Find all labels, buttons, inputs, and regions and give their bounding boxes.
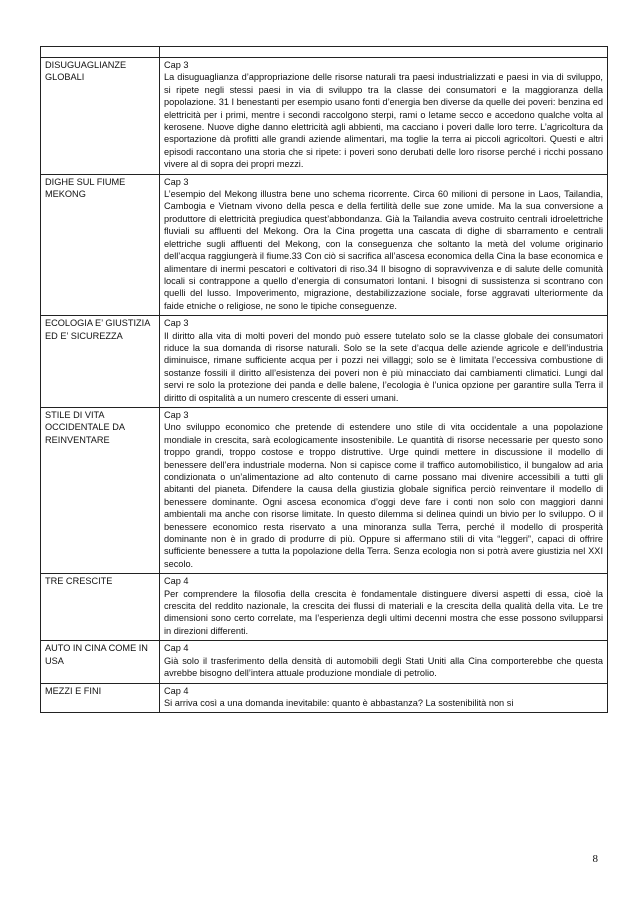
row-topic: DIGHE SUL FIUME MEKONG [41, 174, 160, 315]
row-chapter: Cap 3 [164, 176, 189, 187]
row-chapter: Cap 4 [164, 643, 189, 654]
table-row [41, 316, 608, 408]
row-chapter: Cap 3 [164, 409, 189, 420]
row-text: Si arriva così a una domanda inevitabile: quanto è abbastanza? La sostenibilità non si [164, 697, 514, 708]
row-topic: AUTO IN CINA COME IN USA [41, 641, 160, 683]
row-body [160, 407, 608, 573]
row-text: L’esempio del Mekong illustra bene uno schema ricorrente. Circa 60 milioni di persone in Laos, Tailandia, Cambogia e Vietnam vivono della pesca e della fertilità delle sue zone umide. Ma la sua conversione a produttore di elettricità pregiudica quest’abbondanza. Già la Tailandia aveva costruito centrali idroelettriche fluviali su affluenti del Mekong. Ora la Cina progetta una cascata di dighe di sbarramento e centrali elettriche sugli affluenti del Mekong, con la conseguenza che soltanto la metà del volume originario dell’acqua raggiungerà il fiume.33 Con ciò si sacrifica all’ascesa economica della Cina la base economica e alimentare di inermi pescatori e coltivatori di riso.34 Il bisogno di sopravvivenza e di salute delle comunità locali si contrappone a quello d’energia di consumatori lontani. I bisogni di sussistenza si scontrano con quelli del lusso. Impoverimento, migrazione, destabilizzazione sociale, forse aggravati ulteriormente da faide etniche o religiose, ne sono le tipiche conseguenze. [164, 189, 603, 311]
table-row [41, 641, 608, 683]
table-row [41, 683, 608, 713]
row-topic: TRE CRESCITE [41, 574, 160, 641]
table-row [41, 407, 608, 573]
row-topic: DISUGUAGLIANZE GLOBALI [41, 58, 160, 175]
row-chapter: Cap 3 [164, 318, 189, 329]
row-text: Già solo il trasferimento della densità di automobili degli Stati Uniti alla Cina comporterebbe che questa avrebbe bisogno dell’intera attuale produzione mondiale di petrolio. [164, 655, 603, 679]
row-text: Uno sviluppo economico che pretende di estendere uno stile di vita occidentale a una popolazione mondiale in crescita, sarà ecologicamente insostenibile. Le quantità di risorse necessarie per questo sono troppo grandi, troppo costose e troppo distruttive. Urge quindi mettere in discussione il modello di benessere dell’era industriale moderna. Non si capisce come il traffico automobilistico, il bungalow ad aria condizionata o un’alimentazione ad alto contenuto di carne possano mai divenire accessibili a tutti gli abitanti del pianeta. Difendere la causa della giustizia globale significa perciò reinventare il modello di benessere dominante. Ogni ascesa economica d’oggi deve fare i conti non solo con maggiori danni ambientali ma anche con risorse limitate. In questo dilemma si delinea quindi un bivio per lo sviluppo. O il benessere economico resta riservato a una minoranza sulla Terra, perché il modello di prosperità dominante non è in grado di produrre di più. Oppure si affermano stili di vita “leggeri”, capaci di offrire sufficiente benessere a tutta la popolazione della Terra. Senza ecologia non si potrà avere giustizia nel XXI secolo. [164, 422, 603, 569]
page-number: 8 [592, 853, 598, 865]
table-row [41, 574, 608, 641]
table-row [41, 174, 608, 315]
table-header-row [41, 47, 608, 58]
row-body [160, 641, 608, 683]
row-chapter: Cap 3 [164, 60, 189, 70]
row-body [160, 683, 608, 713]
topics-table [40, 46, 608, 713]
row-topic: ECOLOGIA E’ GIUSTIZIA ED E’ SICUREZZA [41, 316, 160, 408]
header-cell-body [160, 47, 608, 58]
row-body [160, 174, 608, 315]
row-body [160, 58, 608, 175]
row-text: Per comprendere la filosofia della crescita è fondamentale distinguere diversi aspetti di essa, cioè la crescita del reddito nazionale, la crescita dei flussi di materiali e la crescita della qualità della vita. Le tre dimensioni sono certo correlate, ma l’esperienza degli ultimi decenni mostra che esse possono svilupparsi in direzioni differenti. [164, 588, 603, 636]
row-chapter: Cap 4 [164, 576, 189, 587]
table-row [41, 58, 608, 175]
header-cell-topic [41, 47, 160, 58]
row-topic: STILE DI VITA OCCIDENTALE DA REINVENTARE [41, 407, 160, 573]
row-text: La disuguaglianza d’appropriazione delle risorse naturali tra paesi industrializzati e paesi in via di sviluppo, si ripete negli stessi paesi in via di sviluppo tra la classe dei consumatori e la maggioranza della popolazione. 31 I benestanti per esempio usano fonti d’energia ben diverse da quelle dei poveri: benzina ed elettricità per i primi, mentre i secondi raccolgono sterpi, rami o letame secco e accedono qualche volta al kerosene. Nuove dighe danno elettricità agli abbienti, ma cacciano i poveri dalle loro terre. L’agricoltura da esportazione dà profitti alle grandi aziende alimentari, ma toglie la terra ai piccoli agricoltori. Questi e altri episodi raccontano una storia che si ripete: i poveri sono derubati delle loro risorse perché i ricchi possano vivere al di sopra dei propri mezzi. [164, 72, 603, 170]
row-text: Il diritto alla vita di molti poveri del mondo può essere tutelato solo se la classe globale dei consumatori riduce la sua domanda di risorse naturali. Solo se la sete d’acqua delle aziende agricole e dell’industria diminuisce, rimane sufficiente acqua per i pozzi nei villaggi; solo se è limitata l’eccessiva combustione di sostanze fossili il diritto all’esistenza dei poveri non è più minacciato dai cambiamenti climatici. Lungi dal servi re solo la protezione dei panda e delle balene, l’ecologia è l’unica opzione per garantire sulla Terra il diritto di ospitalità a un numero crescente di esseri umani. [164, 330, 603, 403]
row-chapter: Cap 4 [164, 685, 189, 696]
row-body [160, 316, 608, 408]
row-topic: MEZZI E FINI [41, 683, 160, 713]
row-body [160, 574, 608, 641]
